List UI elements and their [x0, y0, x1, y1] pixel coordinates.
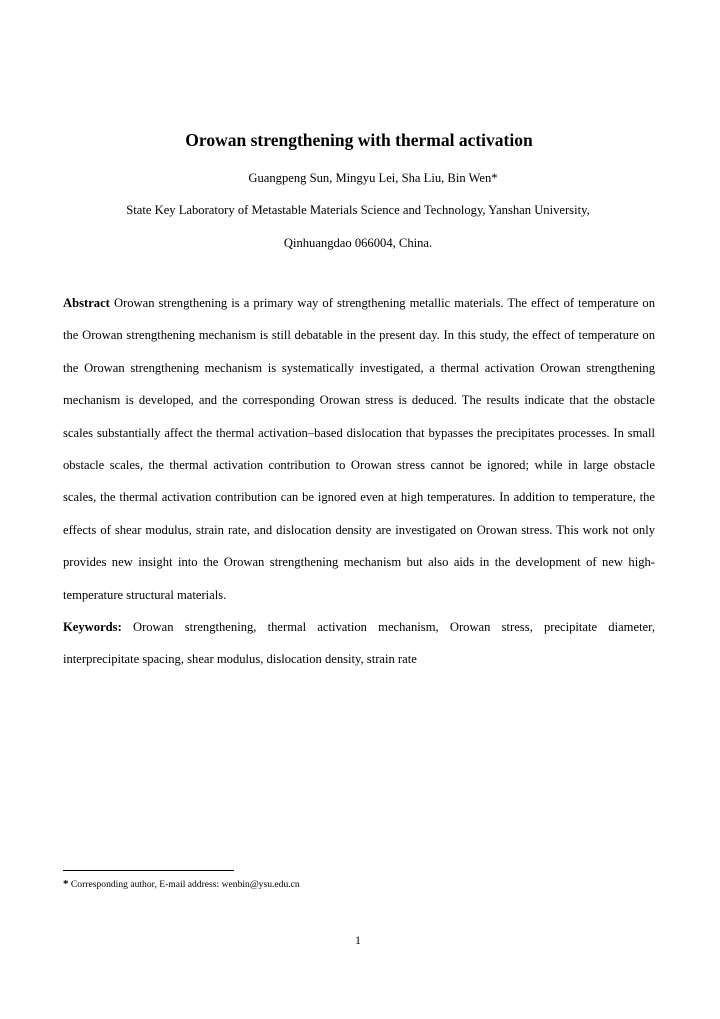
- keywords-paragraph: [63, 611, 655, 676]
- page-number: 1: [355, 933, 361, 947]
- footnote: [63, 877, 300, 892]
- paper-title: Orowan strengthening with thermal activation: [185, 130, 533, 150]
- footnote-text: Corresponding author, E-mail address: wenbin@ysu.edu.cn: [70, 879, 300, 890]
- abstract-paragraph: [63, 287, 655, 611]
- abstract-label: Abstract: [63, 296, 110, 310]
- affiliation-line-2: Qinhuangdao 066004, China.: [283, 236, 433, 250]
- keywords-text: Orowan strengthening, thermal activation mechanism, Orowan stress, precipitate diameter, interprecipitate spacing, shear modulus, dislocation density, strain rate: [63, 620, 655, 667]
- abstract-text: Orowan strengthening is a primary way of strengthening metallic materials. The effect of temperature on the Orowan strengthening mechanism is still debatable in the present day. In this study, the effect of temperature on the Orowan strengthening mechanism is systematically investigated, a thermal activation Orowan strengthening mechanism is developed, and the corresponding Orowan stress is deduced. The results indicate that the obstacle scales substantially affect the thermal activation–based dislocation that bypasses the precipitates processes. In small obstacle scales, the thermal activation contribution to Orowan stress cannot be ignored; while in large obstacle scales, the thermal activation contribution can be ignored even at high temperatures. In addition to temperature, the effects of shear modulus, strain rate, and dislocation density are investigated on Orowan stress. This work not only provides new insight into the Orowan strengthening mechanism but also aids in the development of new high-temperature structural materials.: [63, 296, 655, 602]
- author-list: Guangpeng Sun, Mingyu Lei, Sha Liu, Bin Wen*: [248, 171, 498, 185]
- abstract-section: [63, 287, 655, 676]
- footnote-divider: [63, 870, 234, 871]
- footnote-mark: *: [63, 878, 69, 890]
- affiliation-line-1: State Key Laboratory of Metastable Materials Science and Technology, Yanshan University,: [126, 203, 590, 217]
- keywords-label: Keywords:: [63, 620, 122, 635]
